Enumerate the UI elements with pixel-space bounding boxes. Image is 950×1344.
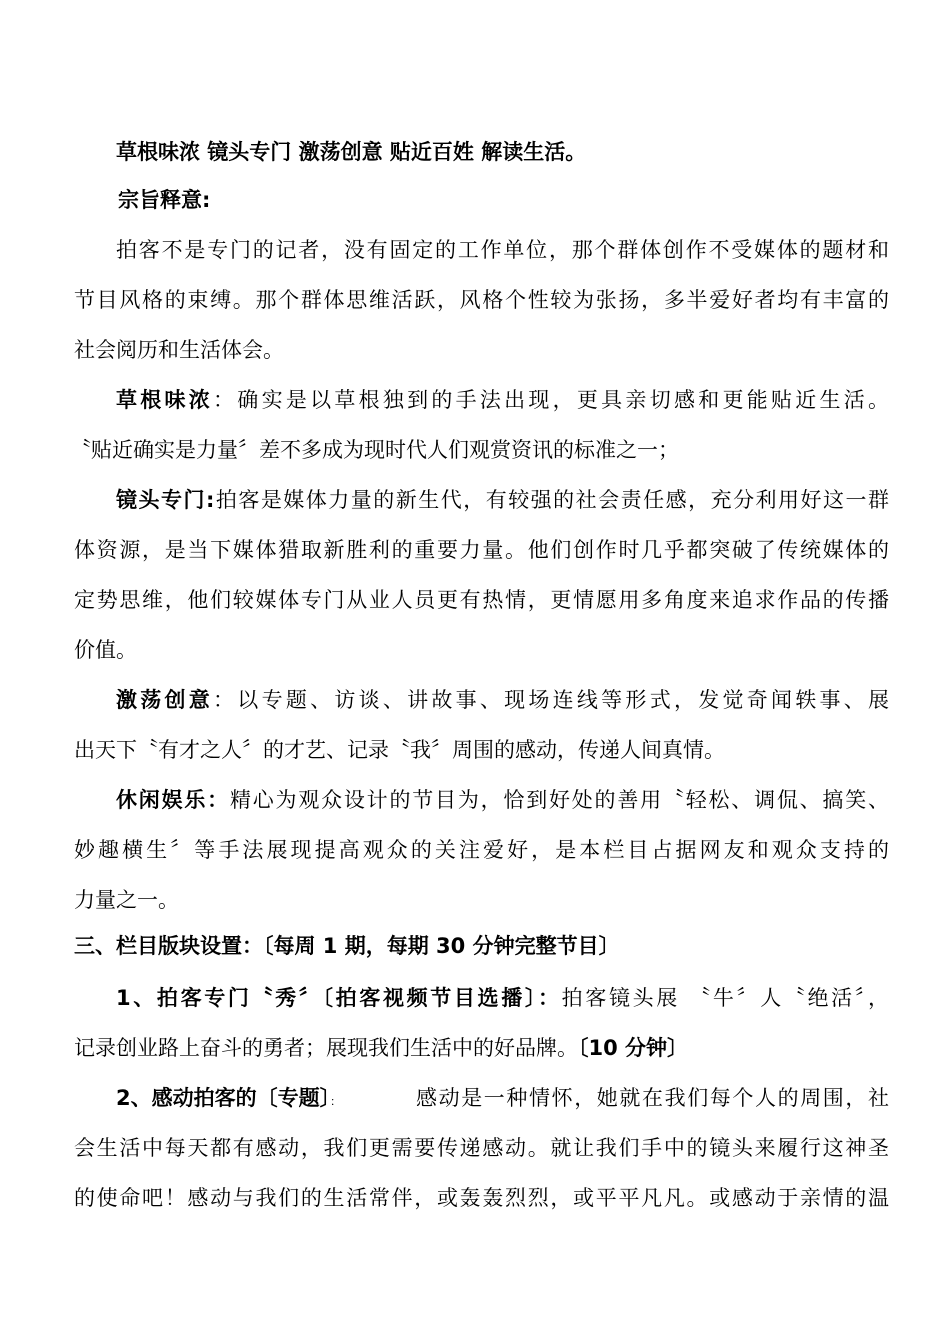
item-2-label: 2、感动拍客的〔专题〕 xyxy=(116,1086,331,1110)
item-1-text-1: 拍客镜头展 〝牛〞人〝绝活〞， xyxy=(561,986,889,1010)
jingtou-paragraph-line-2: 体资源，是当下媒体猎取新胜利的重要力量。他们创作时几乎都突破了传统媒体的 xyxy=(74,538,889,562)
jingtou-text-1: 拍客是媒体力量的新生代，有较强的社会责任感，充分利用好这一群 xyxy=(214,488,889,512)
jingtou-label: 镜头专门: xyxy=(116,488,215,512)
jidang-paragraph-line-2: 出天下〝有才之人〞的才艺、记录〝我〞周围的感动，传递人间真情。 xyxy=(74,738,725,762)
jingtou-paragraph-line-3: 定势思维，他们较媒体专门从业人员更有热情，更情愿用多角度来追求作品的传播 xyxy=(74,588,889,612)
intro-line-2: 节目风格的束缚。那个群体思维活跃，风格个性较为张扬，多半爱好者均有丰富的 xyxy=(74,288,889,312)
xiuxian-text-1: 精心为观众设计的节目为，恰到好处的善用〝轻松、调侃、搞笑、 xyxy=(229,788,890,812)
item-1-duration: 〔10 分钟〕 xyxy=(578,1036,689,1060)
xiuxian-paragraph-line-3: 力量之一。 xyxy=(74,888,179,912)
item-2-text-1: 感动是一种情怀，她就在我们每个人的周围，社 xyxy=(416,1086,889,1110)
jingtou-paragraph-line-4: 价值。 xyxy=(74,638,137,662)
xiuxian-paragraph-line-2: 妙趣横生〞等手法展现提高观众的关注爱好，是本栏目占据网友和观众支持的 xyxy=(74,838,889,862)
item-1-text-2: 记录创业路上奋斗的勇者；展现我们生活中的好品牌。 xyxy=(74,1036,578,1060)
item-2-line-2: 会生活中每天都有感动，我们更需要传递感动。就让我们手中的镜头来履行这神圣 xyxy=(74,1136,889,1160)
caogen-paragraph-line-2: 〝贴近确实是力量〞差不多成为现时代人们观赏资讯的标准之一； xyxy=(70,438,679,462)
xiuxian-label: 休闲娱乐： xyxy=(116,788,230,812)
motto: 草根味浓 镜头专门 激荡创意 贴近百姓 解读生活。 xyxy=(116,140,587,164)
jidang-label: 激荡创意 xyxy=(116,688,214,712)
intro-line-1: 拍客不是专门的记者，没有固定的工作单位，那个群体创作不受媒体的题材和 xyxy=(116,238,889,262)
caogen-label: 草根味浓 xyxy=(116,388,214,412)
jingtou-paragraph-line-1 xyxy=(116,486,889,514)
caogen-paragraph-line-1 xyxy=(116,386,889,414)
jidang-paragraph-line-1 xyxy=(116,686,889,714)
section-3-heading: 三、栏目版块设置：〔每周 1 期，每期 30 分钟完整节目〕 xyxy=(74,934,620,958)
jidang-text-1: ：以专题、访谈、讲故事、现场连线等形式，发觉奇闻轶事、展 xyxy=(213,688,890,712)
item-1-label: 1、拍客专门〝秀〞〔拍客视频节目选播〕： xyxy=(116,986,562,1010)
xiuxian-paragraph-line-1 xyxy=(116,786,889,814)
item-1-line-2 xyxy=(74,1034,889,1062)
item-2-colon: ： xyxy=(330,1095,342,1108)
purpose-heading: 宗旨释意: xyxy=(118,188,211,212)
caogen-text-1: ：确实是以草根独到的手法出现，更具亲切感和更能贴近生活。 xyxy=(213,388,890,412)
intro-line-3: 社会阅历和生活体会。 xyxy=(74,338,284,362)
item-1-line-1 xyxy=(116,984,889,1012)
item-2-line-3: 的使命吧！感动与我们的生活常伴，或轰轰烈烈，或平平凡凡。或感动于亲情的温 xyxy=(74,1186,889,1210)
